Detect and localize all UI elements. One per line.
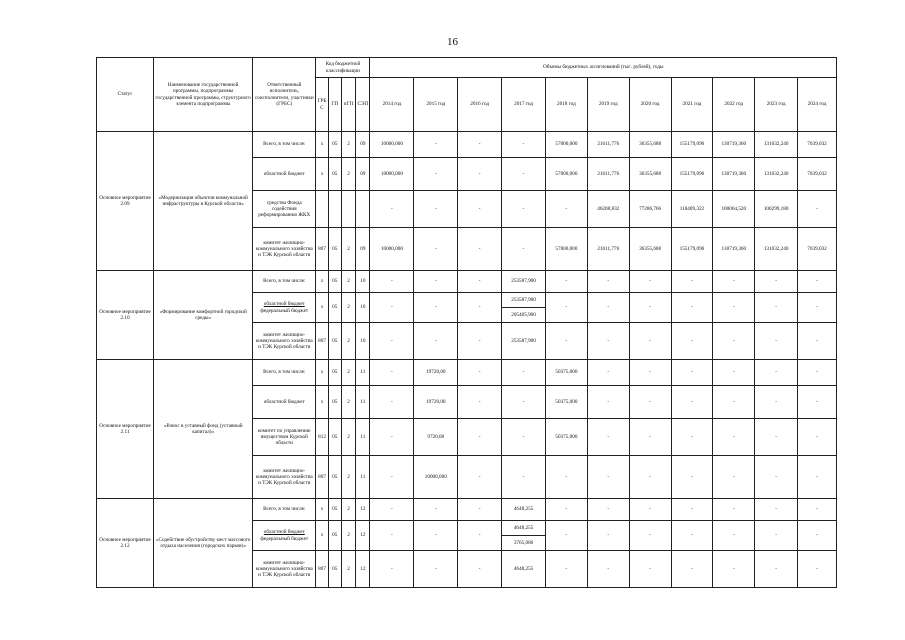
value-cell: - [671, 323, 713, 360]
value-cell: 3765,086 [502, 536, 546, 551]
value-cell: - [545, 456, 587, 499]
header-code-col: ГРБС [316, 78, 328, 132]
code-sep: 11 [356, 456, 370, 499]
value-cell: - [798, 456, 837, 499]
value-cell: - [414, 228, 458, 271]
value-cell: - [414, 191, 458, 228]
code-sep: 12 [356, 499, 370, 521]
value-cell: 57000,000 [545, 228, 587, 271]
code-sep: 09 [356, 132, 370, 158]
code-pgp: 2 [341, 228, 355, 271]
value-cell: - [370, 271, 414, 293]
value-cell: 100064,520 [713, 191, 755, 228]
value-cell: - [587, 499, 629, 521]
code-gp: 05 [328, 360, 341, 386]
value-cell: 57000,000 [545, 132, 587, 158]
value-cell: 57000,000 [545, 158, 587, 191]
responsible-cell: комитет жилищно-коммунального хозяйства и ТЭК Курской области [253, 228, 316, 271]
value-cell: - [587, 386, 629, 419]
value-cell: 50375,000 [545, 419, 587, 456]
code-sep: 11 [356, 419, 370, 456]
value-cell: - [798, 386, 837, 419]
value-cell: - [458, 419, 502, 456]
code-sep [356, 191, 370, 228]
responsible-line: областной бюджет [263, 529, 305, 536]
value-cell: - [755, 293, 798, 323]
value-cell: - [458, 499, 502, 521]
value-cell: - [370, 499, 414, 521]
header-year: 2019 год [587, 78, 629, 132]
code-grbs: х [316, 521, 328, 551]
value-cell: 4648,255 [502, 521, 546, 536]
value-cell: - [755, 499, 798, 521]
responsible-cell: средства Фонда содействия реформированию ЖКХ [253, 191, 316, 228]
value-cell: - [587, 551, 629, 588]
value-cell: - [587, 456, 629, 499]
value-cell: 9720,00 [414, 419, 458, 456]
code-gp: 05 [328, 551, 341, 588]
responsible-cell: областной бюджет [253, 158, 316, 191]
code-sep: 10 [356, 271, 370, 293]
value-cell: - [713, 456, 755, 499]
status-cell: Основное мероприятие 2.09 [97, 132, 154, 271]
responsible-cell: комитет жилищно-коммунального хозяйства и ТЭК Курской области [253, 456, 316, 499]
value-cell: - [370, 323, 414, 360]
code-gp: 05 [328, 293, 341, 323]
value-cell: 19720,00 [414, 360, 458, 386]
code-gp: 05 [328, 228, 341, 271]
value-cell: - [798, 323, 837, 360]
value-cell: - [458, 360, 502, 386]
value-cell: - [414, 271, 458, 293]
value-cell: 7039,032 [798, 132, 837, 158]
responsible-cell: комитет жилищно-коммунального хозяйства и ТЭК Курской области [253, 551, 316, 588]
code-sep: 09 [356, 228, 370, 271]
value-cell: 21611,776 [587, 132, 629, 158]
value-cell: - [458, 521, 502, 551]
code-gp: 05 [328, 386, 341, 419]
value-cell: - [629, 271, 671, 293]
code-pgp: 2 [341, 323, 355, 360]
code-pgp: 2 [341, 456, 355, 499]
code-grbs: 807 [316, 551, 328, 588]
value-cell: 130719,360 [713, 158, 755, 191]
value-cell: - [713, 521, 755, 551]
value-cell: 131032,240 [755, 228, 798, 271]
value-cell: - [713, 551, 755, 588]
responsible-cell: Всего, в том числе: [253, 132, 316, 158]
header-responsible: Ответственный исполнитель, соисполнители, участники (ГРБС) [253, 58, 316, 132]
header-program-name: Наименование государственной программы, подпрограммы государственной программы, структурного элемента подпрограммы [154, 58, 253, 132]
value-cell: 19720,00 [414, 386, 458, 419]
value-cell: 7039,032 [798, 158, 837, 191]
value-cell: - [414, 499, 458, 521]
value-cell: - [414, 293, 458, 323]
value-cell: 253587,900 [502, 293, 546, 308]
responsible-line: федеральный бюджет [260, 307, 309, 314]
value-cell: - [755, 271, 798, 293]
value-cell: 77286,766 [629, 191, 671, 228]
value-cell: - [545, 323, 587, 360]
value-cell: - [629, 323, 671, 360]
code-gp: 05 [328, 271, 341, 293]
code-grbs: х [316, 132, 328, 158]
header-year: 2016 год [458, 78, 502, 132]
header-code-col: СЭП [356, 78, 370, 132]
code-pgp: 2 [341, 271, 355, 293]
value-cell: - [713, 293, 755, 323]
value-cell: 4648,255 [502, 499, 546, 521]
value-cell: - [755, 360, 798, 386]
value-cell: - [798, 360, 837, 386]
table-body [97, 132, 837, 588]
responsible-cell [253, 293, 316, 323]
value-cell: - [713, 360, 755, 386]
value-cell: - [713, 419, 755, 456]
responsible-line: федеральный бюджет [260, 535, 309, 542]
value-cell: - [370, 191, 414, 228]
code-grbs: х [316, 158, 328, 191]
value-cell: - [671, 456, 713, 499]
value-cell: - [545, 521, 587, 551]
value-cell: - [502, 158, 546, 191]
value-cell: - [755, 551, 798, 588]
value-cell: - [671, 499, 713, 521]
value-cell: - [587, 360, 629, 386]
value-cell: - [458, 293, 502, 323]
value-cell: - [671, 551, 713, 588]
value-cell: - [713, 271, 755, 293]
responsible-cell: Всего, в том числе: [253, 499, 316, 521]
code-grbs: х [316, 499, 328, 521]
value-cell: 50375,000 [545, 360, 587, 386]
value-cell: - [587, 521, 629, 551]
program-name-cell: «Взнос в уставный фонд (уставный капитал)» [154, 360, 253, 499]
responsible-cell: областной бюджет [253, 386, 316, 419]
code-sep: 10 [356, 323, 370, 360]
program-name-cell: «Содействие обустройству мест массового отдыха населения (городских парков)» [154, 499, 253, 588]
value-cell: - [545, 191, 587, 228]
table-row [97, 271, 837, 293]
code-grbs: 807 [316, 228, 328, 271]
value-cell: - [629, 499, 671, 521]
value-cell: - [629, 293, 671, 323]
header-year: 2022 год [713, 78, 755, 132]
table-row [97, 360, 837, 386]
code-gp: 05 [328, 158, 341, 191]
value-cell: 10000,000 [370, 132, 414, 158]
value-cell: - [502, 386, 546, 419]
budget-table [96, 57, 837, 588]
page-number: 16 [447, 36, 458, 48]
value-cell: 10000,000 [370, 158, 414, 191]
header-year: 2014 год [370, 78, 414, 132]
responsible-cell [253, 521, 316, 551]
code-grbs: 807 [316, 323, 328, 360]
code-gp: 05 [328, 499, 341, 521]
value-cell: 130719,360 [713, 228, 755, 271]
value-cell: - [545, 499, 587, 521]
value-cell: - [587, 293, 629, 323]
value-cell: 253587,900 [502, 323, 546, 360]
responsible-cell: комитет жилищно-коммунального хозяйства и ТЭК Курской области [253, 323, 316, 360]
value-cell: - [414, 551, 458, 588]
code-pgp: 2 [341, 551, 355, 588]
responsible-cell: комитет по управлению имуществом Курской области [253, 419, 316, 456]
value-cell: 10000,000 [414, 456, 458, 499]
value-cell: - [458, 456, 502, 499]
value-cell: - [414, 521, 458, 551]
value-cell: - [458, 271, 502, 293]
value-cell: 36355,688 [629, 158, 671, 191]
value-cell: - [755, 456, 798, 499]
code-grbs: х [316, 386, 328, 419]
value-cell: 155179,096 [671, 132, 713, 158]
code-grbs: х [316, 293, 328, 323]
value-cell: 155179,096 [671, 158, 713, 191]
value-cell: - [370, 551, 414, 588]
value-cell: 36355,688 [629, 228, 671, 271]
value-cell: - [587, 419, 629, 456]
value-cell: - [798, 293, 837, 323]
code-pgp: 2 [341, 521, 355, 551]
value-cell: 50375,000 [545, 386, 587, 419]
header-row [97, 58, 837, 78]
value-cell: - [502, 419, 546, 456]
code-sep: 11 [356, 386, 370, 419]
value-cell: - [458, 191, 502, 228]
value-cell: - [458, 158, 502, 191]
value-cell: - [502, 228, 546, 271]
header-spending-volumes: Объемы бюджетных ассигнований (тыс. рублей), годы [370, 58, 837, 78]
header-status: Статус [97, 58, 154, 132]
value-cell: - [755, 386, 798, 419]
value-cell: 4648,255 [502, 551, 546, 588]
header-year: 2023 год [755, 78, 798, 132]
value-cell: - [370, 419, 414, 456]
value-cell: - [629, 456, 671, 499]
value-cell: - [414, 132, 458, 158]
program-name-cell: «Формирование комфортной городской среды» [154, 271, 253, 360]
code-pgp [341, 191, 355, 228]
value-cell: - [629, 551, 671, 588]
code-pgp: 2 [341, 360, 355, 386]
code-gp: 05 [328, 521, 341, 551]
table-row [97, 499, 837, 521]
value-cell: - [798, 551, 837, 588]
value-cell: - [414, 323, 458, 360]
value-cell: 118409,322 [671, 191, 713, 228]
header-year: 2020 год [629, 78, 671, 132]
value-cell: 46208,832 [587, 191, 629, 228]
header-year: 2018 год [545, 78, 587, 132]
value-cell: 10000,000 [370, 228, 414, 271]
code-grbs [316, 191, 328, 228]
value-cell: - [713, 386, 755, 419]
code-grbs: х [316, 360, 328, 386]
code-sep: 09 [356, 158, 370, 191]
code-pgp: 2 [341, 132, 355, 158]
value-cell: - [798, 521, 837, 551]
value-cell: - [545, 271, 587, 293]
value-cell: - [370, 386, 414, 419]
value-cell: - [458, 323, 502, 360]
value-cell: - [629, 419, 671, 456]
value-cell: - [370, 293, 414, 323]
value-cell: - [458, 551, 502, 588]
code-gp: 05 [328, 323, 341, 360]
value-cell: - [502, 456, 546, 499]
header-year: 2024 год [798, 78, 837, 132]
value-cell: 253587,900 [502, 271, 546, 293]
header-code-col: пГП [341, 78, 355, 132]
code-pgp: 2 [341, 293, 355, 323]
header-year: 2021 год [671, 78, 713, 132]
value-cell: - [755, 419, 798, 456]
table-header [97, 58, 837, 132]
code-pgp: 2 [341, 499, 355, 521]
value-cell: - [671, 521, 713, 551]
value-cell: - [671, 419, 713, 456]
value-cell: - [458, 228, 502, 271]
header-code-col: ГП [328, 78, 341, 132]
value-cell: - [713, 323, 755, 360]
code-pgp: 2 [341, 419, 355, 456]
code-grbs: 812 [316, 419, 328, 456]
value-cell: - [370, 360, 414, 386]
value-cell: - [671, 271, 713, 293]
value-cell: 130719,360 [713, 132, 755, 158]
value-cell: - [587, 271, 629, 293]
value-cell: - [502, 191, 546, 228]
header-year: 2017 год [502, 78, 546, 132]
code-pgp: 2 [341, 158, 355, 191]
responsible-cell: Всего, в том числе: [253, 360, 316, 386]
code-sep: 11 [356, 360, 370, 386]
value-cell: - [629, 360, 671, 386]
value-cell: - [798, 191, 837, 228]
code-sep: 12 [356, 551, 370, 588]
value-cell: - [798, 499, 837, 521]
value-cell: 155179,096 [671, 228, 713, 271]
value-cell: - [798, 271, 837, 293]
value-cell: 7039,032 [798, 228, 837, 271]
status-cell: Основное мероприятие 2.10 [97, 271, 154, 360]
value-cell: - [458, 132, 502, 158]
code-sep: 10 [356, 293, 370, 323]
value-cell: - [370, 521, 414, 551]
code-pgp: 2 [341, 386, 355, 419]
responsible-cell: Всего, в том числе: [253, 271, 316, 293]
value-cell: - [414, 158, 458, 191]
code-gp [328, 191, 341, 228]
program-name-cell: «Модернизация объектов коммунальной инфраструктуры в Курской области» [154, 132, 253, 271]
status-cell: Основное мероприятие 2.12 [97, 499, 154, 588]
value-cell: - [755, 521, 798, 551]
code-gp: 05 [328, 419, 341, 456]
code-gp: 05 [328, 132, 341, 158]
value-cell: - [671, 386, 713, 419]
value-cell: - [370, 456, 414, 499]
value-cell: 36355,688 [629, 132, 671, 158]
status-cell: Основное мероприятие 2.11 [97, 360, 154, 499]
value-cell: - [798, 419, 837, 456]
value-cell: - [502, 132, 546, 158]
header-year: 2015 год [414, 78, 458, 132]
code-sep: 12 [356, 521, 370, 551]
value-cell: 21611,776 [587, 228, 629, 271]
value-cell: 131032,240 [755, 158, 798, 191]
header-budget-class-code: Код бюджетной классификации [316, 58, 370, 78]
value-cell: - [629, 386, 671, 419]
code-grbs: х [316, 271, 328, 293]
value-cell: 21611,776 [587, 158, 629, 191]
code-gp: 05 [328, 456, 341, 499]
responsible-line: областной бюджет [263, 301, 305, 308]
value-cell: - [713, 499, 755, 521]
value-cell: - [587, 323, 629, 360]
value-cell: - [629, 521, 671, 551]
value-cell: 100299,180 [755, 191, 798, 228]
value-cell: - [502, 360, 546, 386]
value-cell: - [458, 386, 502, 419]
table-row [97, 132, 837, 158]
value-cell: - [671, 360, 713, 386]
value-cell: - [545, 293, 587, 323]
value-cell: - [545, 551, 587, 588]
value-cell: - [755, 323, 798, 360]
value-cell: - [671, 293, 713, 323]
value-cell: 205405,900 [502, 308, 546, 323]
code-grbs: 807 [316, 456, 328, 499]
value-cell: 131032,240 [755, 132, 798, 158]
